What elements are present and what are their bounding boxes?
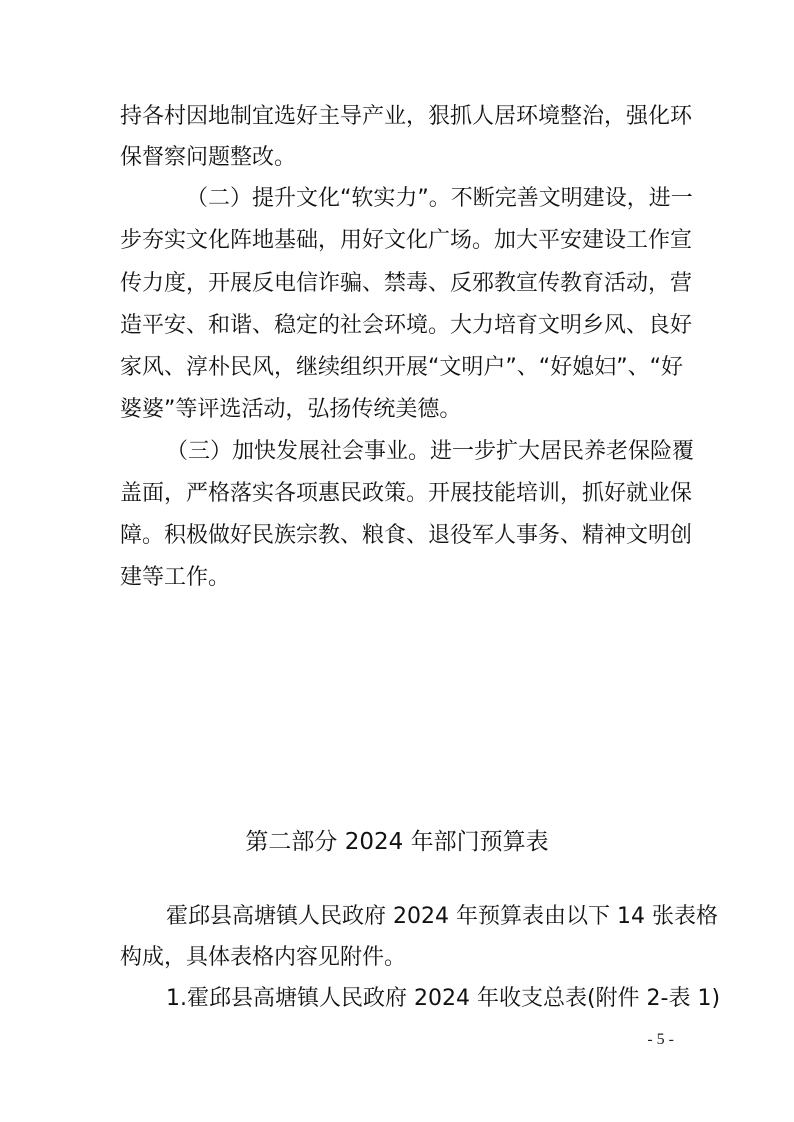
paragraph-3-line-1: （三）加快发展社会事业。进一步扩大居民养老保险覆 <box>166 439 695 464</box>
paragraph-2-line-2: 步夯实文化阵地基础，用好文化广场。加大平安建设工作宣 <box>120 228 693 253</box>
paragraph-3-line-2: 盖面，严格落实各项惠民政策。开展技能培训，抓好就业保 <box>120 481 693 506</box>
intro-line-1: 霍邱县高塘镇人民政府 2024 年预算表由以下 14 张表格 <box>166 904 718 929</box>
paragraph-2-line-3: 传力度，开展反电信诈骗、禁毒、反邪教宣传教育活动，营 <box>120 271 693 296</box>
paragraph-2-line-4: 造平安、和谐、稳定的社会环境。大力培育文明乡风、良好 <box>120 313 693 338</box>
paragraph-1-line-1: 持各村因地制宜选好主导产业，狠抓人居环境整治，强化环 <box>120 104 693 129</box>
paragraph-3-line-3: 障。积极做好民族宗教、粮食、退役军人事务、精神文明创 <box>120 523 693 548</box>
paragraph-3-line-4: 建等工作。 <box>120 565 231 590</box>
section-title: 第二部分 2024 年部门预算表 <box>245 829 549 855</box>
paragraph-1-line-2: 保督察问题整改。 <box>120 145 297 170</box>
paragraph-2-line-5: 家风、淳朴民风，继续组织开展“文明户”、“好媳妇”、“好 <box>120 355 683 380</box>
page-number: - 5 - <box>647 1031 674 1048</box>
intro-line-2: 构成，具体表格内容见附件。 <box>120 945 407 970</box>
paragraph-2-line-6: 婆婆”等评选活动，弘扬传统美德。 <box>120 397 462 422</box>
budget-table-item-1: 1.霍邱县高塘镇人民政府 2024 年收支总表(附件 2-表 1) <box>166 986 721 1011</box>
paragraph-2-line-1: （二）提升文化“软实力”。不断完善文明建设，进一 <box>186 186 693 211</box>
